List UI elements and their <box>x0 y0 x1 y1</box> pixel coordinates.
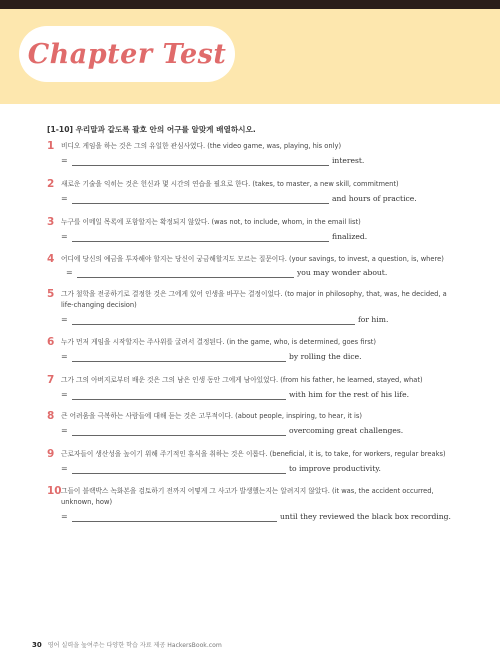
answer-row <box>61 462 381 474</box>
answer-row <box>61 154 364 166</box>
question-prompt: 누가 먼저 게임을 시작할지는 주사위를 굴려서 결정된다. (in the game, who, is determined, goes first) <box>61 338 376 346</box>
answer-blank[interactable] <box>72 353 286 362</box>
answer-blank[interactable] <box>72 513 277 522</box>
equals-sign: = <box>66 268 73 277</box>
question-number: 6 <box>47 336 55 348</box>
equals-sign: = <box>61 426 68 435</box>
question-prompt: 그가 그의 아버지로부터 배운 것은 그의 남은 인생 동안 그에게 남아있었다. (from his father, he learned, stayed, what) <box>61 376 423 384</box>
question-number: 3 <box>47 216 55 228</box>
page-footer <box>32 640 222 649</box>
answer-tail: interest. <box>332 156 365 165</box>
equals-sign: = <box>61 390 68 399</box>
answer-tail: for him. <box>358 315 389 324</box>
answer-tail: with him for the rest of his life. <box>289 390 409 399</box>
question-number: 10 <box>47 485 62 497</box>
answer-row <box>61 510 451 522</box>
answer-blank[interactable] <box>72 195 329 204</box>
question-number: 9 <box>47 448 55 460</box>
question-number: 7 <box>47 374 55 386</box>
chapter-title: Chapter Test <box>27 38 227 70</box>
answer-row <box>61 424 403 436</box>
answer-row <box>61 388 409 400</box>
answer-row <box>61 313 388 325</box>
question-prompt: 그들이 블랙박스 녹화본을 검토하기 전까지 어떻게 그 사고가 발생했는지는 알려지지 않았다. (it was, the accident occurred, unknown, how) <box>61 487 434 506</box>
answer-row <box>61 192 417 204</box>
equals-sign: = <box>61 315 68 324</box>
question-prompt: 누구를 이메일 목록에 포함할지는 확정되지 않았다. (was not, to include, whom, in the email list) <box>61 218 361 226</box>
question-prompt: 근로자들이 생산성을 높이기 위해 주기적인 휴식을 취하는 것은 이롭다. (beneficial, it is, to take, for workers, regular breaks) <box>61 450 446 458</box>
answer-tail: to improve productivity. <box>289 464 381 473</box>
answer-blank[interactable] <box>72 316 355 325</box>
top-dark-bar <box>0 0 500 9</box>
equals-sign: = <box>61 194 68 203</box>
question-prompt: 비디오 게임을 하는 것은 그의 유일한 관심사였다. (the video game, was, playing, his only) <box>61 142 342 150</box>
equals-sign: = <box>61 156 68 165</box>
question-prompt: 그가 철학을 전공하기로 결정한 것은 그에게 있어 인생을 바꾸는 결정이었다. (to major in philosophy, that, was, he decided, a life-changing decision) <box>61 290 447 309</box>
question-number: 4 <box>47 253 55 265</box>
question-number: 5 <box>47 288 55 300</box>
answer-tail: until they reviewed the black box recording. <box>280 512 451 521</box>
chapter-title-badge <box>19 26 235 82</box>
answer-tail: and hours of practice. <box>332 194 417 203</box>
question-prompt: 큰 어려움을 극복하는 사람들에 대해 듣는 것은 고무적이다. (about people, inspiring, to hear, it is) <box>61 412 362 420</box>
question-number: 8 <box>47 410 55 422</box>
answer-blank[interactable] <box>72 391 286 400</box>
answer-tail: by rolling the dice. <box>289 352 362 361</box>
question-number: 2 <box>47 178 55 190</box>
answer-blank[interactable] <box>77 269 294 278</box>
answer-row <box>61 350 362 362</box>
equals-sign: = <box>61 512 68 521</box>
answer-tail: overcoming great challenges. <box>289 426 404 435</box>
equals-sign: = <box>61 352 68 361</box>
footer-text: 영어 실력을 높여주는 다양한 학습 자료 제공 HackersBook.com <box>47 642 222 649</box>
page-number: 30 <box>32 641 42 649</box>
answer-blank[interactable] <box>72 465 286 474</box>
answer-tail: you may wonder about. <box>297 268 388 277</box>
question-prompt: 새로운 기술을 익히는 것은 헌신과 몇 시간의 연습을 필요로 한다. (takes, to master, a new skill, commitment) <box>61 180 399 188</box>
answer-blank[interactable] <box>72 233 329 242</box>
answer-blank[interactable] <box>72 157 329 166</box>
question-number: 1 <box>47 140 55 152</box>
question-prompt: 어디에 당신의 예금을 투자해야 할지는 당신이 궁금해할지도 모르는 질문이다. (your savings, to invest, a question, is, where) <box>61 255 444 263</box>
equals-sign: = <box>61 232 68 241</box>
instruction-text: [1-10] 우리말과 같도록 괄호 안의 어구를 알맞게 배열하시오. <box>47 125 256 134</box>
answer-row <box>66 266 387 278</box>
answer-blank[interactable] <box>72 427 286 436</box>
answer-row <box>61 230 367 242</box>
equals-sign: = <box>61 464 68 473</box>
answer-tail: finalized. <box>332 232 368 241</box>
